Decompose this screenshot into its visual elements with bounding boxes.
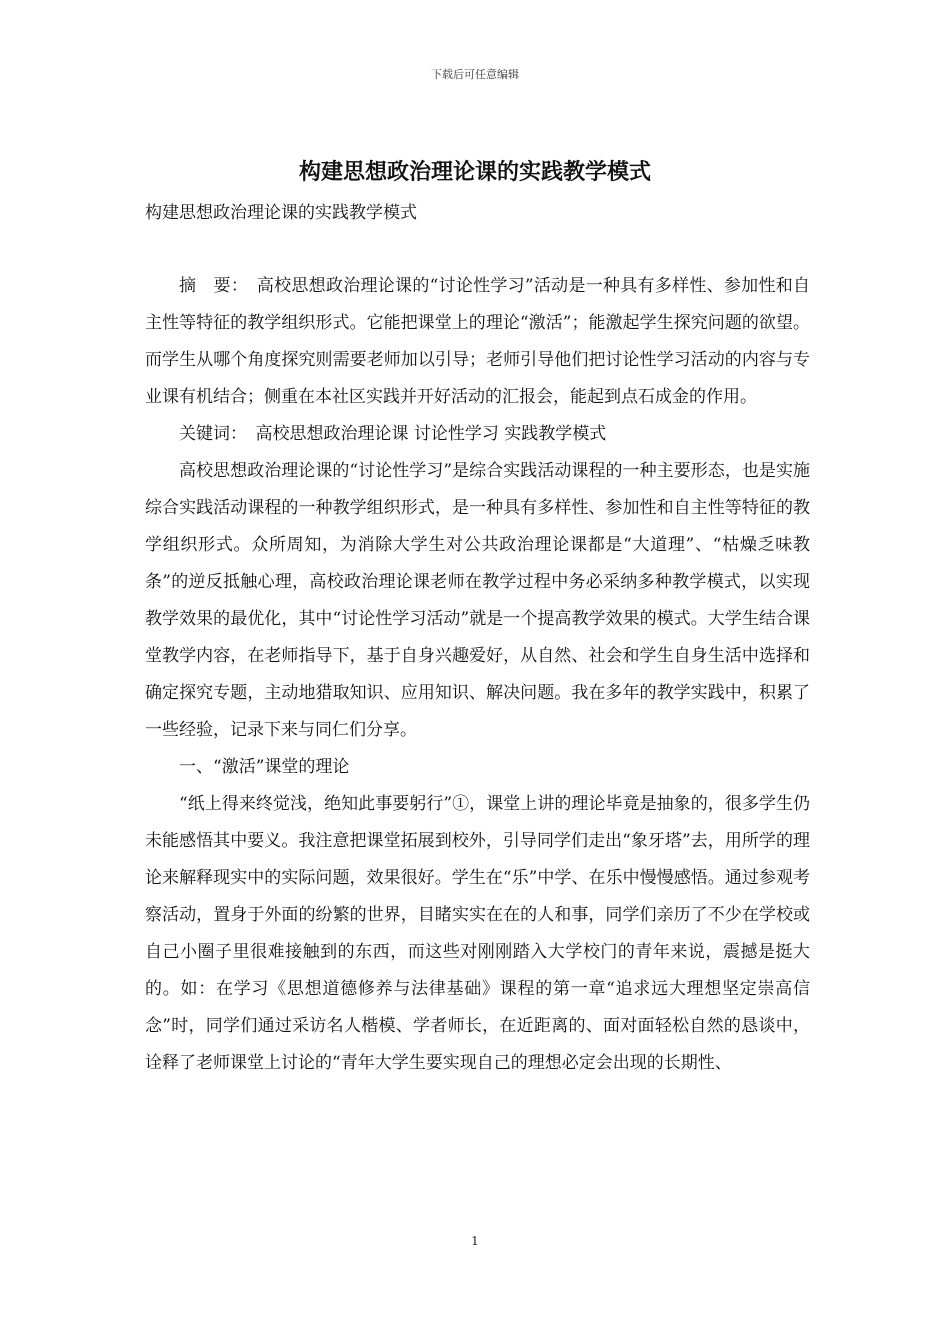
header-note: 下载后可任意编辑 (431, 68, 519, 81)
document-subtitle: 构建思想政治理论课的实践教学模式 (145, 203, 417, 223)
document-title: 构建思想政治理论课的实践教学模式 (298, 159, 651, 185)
abstract-paragraph: 摘 要： 高校思想政治理论课的“讨论性学习”活动是一种具有多样性、参加性和自主性等特征的教学组织形式。它能把课堂上的理论“激活”；能激起学生探究问题的欲望。而学生从哪个角度探究则需要老师加以引导；老师引导他们把讨论性学习活动的内容与专业课有机结合；侧重在本社区实践并开好活动的汇报会，能起到点石成金的作用。 (145, 276, 810, 407)
body-paragraph-1: 高校思想政治理论课的“讨论性学习”是综合实践活动课程的一种主要形态，也是实施综合实践活动课程的一种教学组织形式，是一种具有多样性、参加性和自主性等特征的教学组织形式。众所周知，为消除大学生对公共政治理论课都是“大道理”、“枯燥乏味教条”的逆反抵触心理，高校政治理论课老师在教学过程中务必采纳多种教学模式，以实现教学效果的最优化，其中“讨论性学习活动”就是一个提高教学效果的模式。大学生结合课堂教学内容，在老师指导下，基于自身兴趣爱好，从自然、社会和学生自身生活中选择和确定探究专题，主动地猎取知识、应用知识、解决问题。我在多年的教学实践中，积累了一些经验，记录下来与同仁们分享。 (145, 461, 810, 740)
keywords-line: 关键词： 高校思想政治理论课 讨论性学习 实践教学模式 (179, 424, 607, 444)
page-number: 1 (471, 1234, 479, 1248)
document-body (145, 268, 810, 1082)
section-heading: 一、“激活”课堂的理论 (179, 757, 350, 777)
body-paragraph-2: “纸上得来终觉浅，绝知此事要躬行”①，课堂上讲的理论毕竟是抽象的，很多学生仍未能感悟其中要义。我注意把课堂拓展到校外，引导同学们走出“象牙塔”去，用所学的理论来解释现实中的实际问题，效果很好。学生在“乐”中学、在乐中慢慢感悟。通过参观考察活动，置身于外面的纷繁的世界，目睹实实在在的人和事，同学们亲历了不少在学校或自己小圈子里很难接触到的东西，而这些对刚刚踏入大学校门的青年来说，震撼是挺大的。如：在学习《思想道德修养与法律基础》课程的第一章“追求远大理想坚定崇高信念”时，同学们通过采访名人楷模、学者师长，在近距离的、面对面轻松自然的恳谈中，诠释了老师课堂上讨论的“青年大学生要实现自己的理想必定会出现的长期性、 (145, 794, 810, 1073)
